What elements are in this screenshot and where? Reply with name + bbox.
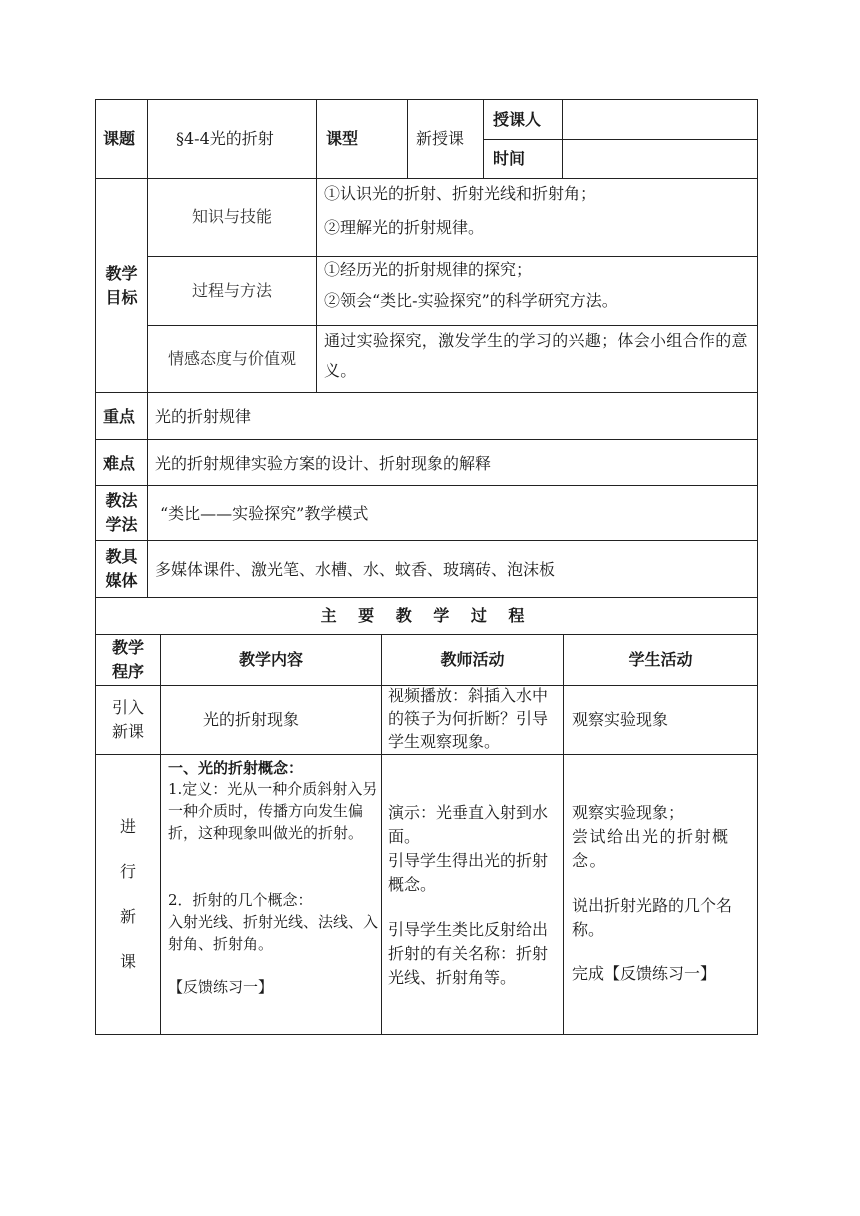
type-label: 课型 [326, 129, 359, 148]
time-label: 时间 [493, 149, 526, 168]
difficulty-label: 难点 [103, 454, 136, 473]
new-student-observe: 观察实验现象； [572, 803, 685, 822]
method-text: “类比——实验探究”教学模式 [160, 504, 369, 523]
cell-new-step [95, 754, 161, 1035]
new-content-practice: 【反馈练习一】 [168, 978, 274, 996]
header-step: 教学 程序 [111, 638, 144, 681]
objective-category-process: 过程与方法 [191, 281, 272, 300]
type-value: 新授课 [416, 129, 465, 148]
new-content-terms-title: 2．折射的几个概念： [168, 891, 313, 909]
new-teacher-guide-concept: 引导学生得出光的折射概念。 [388, 851, 549, 894]
difficulty-text: 光的折射规律实验方案的设计、折射现象的解释 [155, 454, 492, 473]
new-teacher-guide-analogy: 引导学生类比反射给出折射的有关名称：折射光线、折射角等。 [388, 920, 549, 987]
topic-label: 课题 [103, 129, 136, 148]
header-teacher: 教师活动 [440, 650, 505, 669]
objective-process-line-1: ①经历光的折射规律的探究； [324, 260, 533, 279]
new-content-terms: 入射光线、折射光线、法线、入射角、折射角。 [168, 913, 379, 953]
new-student-practice: 完成【反馈练习一】 [572, 964, 717, 983]
intro-content: 光的折射现象 [203, 710, 300, 729]
method-label: 教法 学法 [105, 491, 138, 534]
objective-knowledge-line-2: ②理解光的折射规律。 [324, 218, 485, 237]
teacher-label: 授课人 [493, 110, 542, 129]
new-step-char-2: 行 [119, 862, 136, 881]
intro-step: 引入 新课 [111, 698, 144, 741]
cell-time-value [562, 139, 758, 179]
media-label: 教具 媒体 [105, 547, 138, 590]
header-student: 学生活动 [628, 650, 693, 669]
new-content-definition: 1.定义：光从一种介质斜射入另一种介质时，传播方向发生偏折，这种现象叫做光的折射。 [168, 780, 378, 842]
keypoint-text: 光的折射规律 [155, 407, 252, 426]
objective-knowledge-line-1: ①认识光的折射、折射光线和折射角； [324, 184, 597, 203]
new-step-char-4: 课 [119, 952, 136, 971]
objectives-label: 教学 目标 [105, 264, 138, 307]
cell-teacher-value [562, 99, 758, 140]
objective-process-line-2: ②领会“类比-实验探究”的科学研究方法。 [324, 291, 618, 310]
new-step-char-1: 进 [119, 817, 136, 836]
intro-student: 观察实验现象 [572, 710, 669, 729]
objective-category-knowledge: 知识与技能 [191, 207, 272, 226]
topic-value: §4-4光的折射 [176, 129, 274, 148]
new-teacher-demo: 演示：光垂直入射到水面。 [388, 803, 549, 846]
new-student-names: 说出折射光路的几个名称。 [572, 896, 733, 939]
media-text: 多媒体课件、激光笔、水槽、水、蚊香、玻璃砖、泡沫板 [155, 560, 556, 579]
new-step-char-3: 新 [119, 907, 136, 926]
new-student-concept: 尝试给出光的折射概念。 [572, 827, 730, 870]
process-title: 主 要 教 学 过 程 [320, 606, 533, 625]
keypoint-label: 重点 [103, 407, 136, 426]
new-content-heading: 一、光的折射概念： [168, 759, 304, 777]
objective-category-attitude: 情感态度与价值观 [167, 349, 296, 368]
header-content: 教学内容 [238, 650, 303, 669]
objective-attitude-text: 通过实验探究，激发学生的学习的兴趣；体会小组合作的意义。 [324, 331, 748, 380]
intro-teacher: 视频播放：斜插入水中的筷子为何折断？引导学生观察现象。 [388, 686, 549, 751]
